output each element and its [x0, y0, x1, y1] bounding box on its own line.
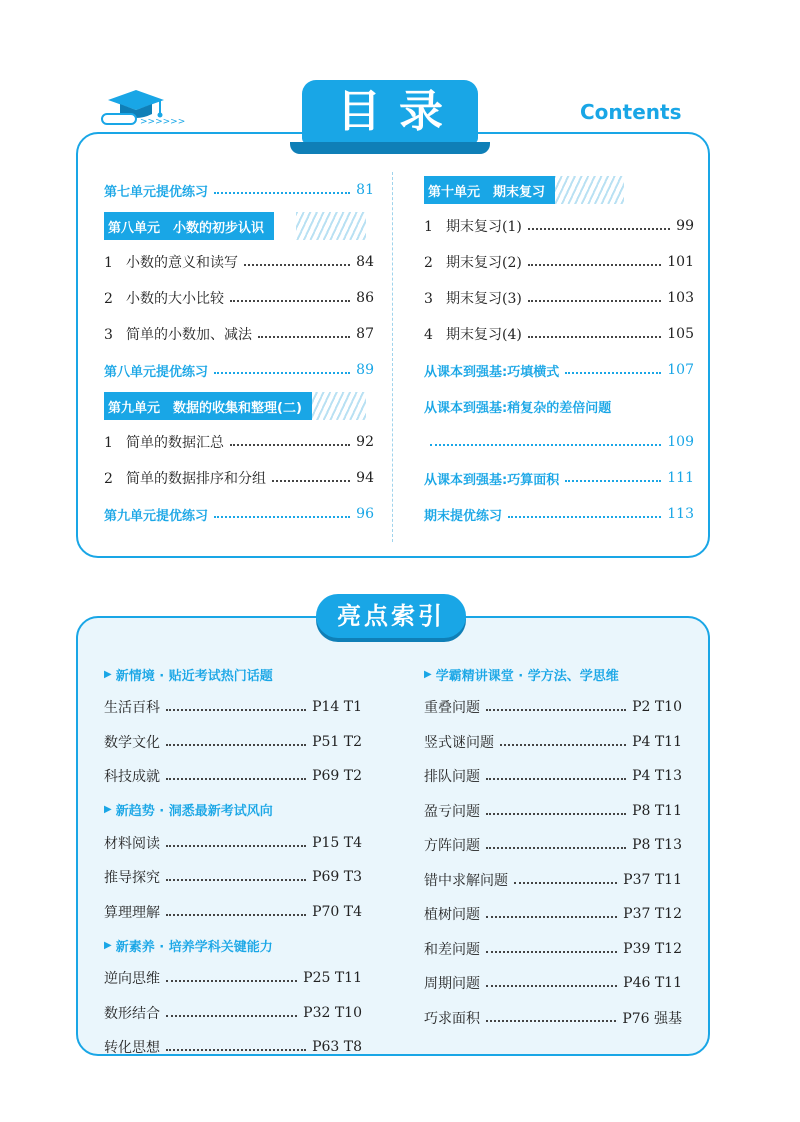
- toc-entry-label: 从课本到强基:稍复杂的差倍问题: [424, 400, 612, 416]
- toc-entry-label: 期末提优练习: [424, 508, 503, 524]
- toc-entry-title: 小数的大小比较: [126, 291, 224, 307]
- toc-entry-page: 113: [667, 506, 694, 522]
- highlight-entry-ref: P2 T10: [632, 699, 682, 716]
- highlight-section-label: 学霸精讲课堂 · 学方法、学思维: [435, 668, 619, 684]
- highlight-entry-label: 错中求解问题: [424, 872, 508, 889]
- highlight-entry-label: 材料阅读: [104, 835, 160, 852]
- highlight-entry[interactable]: [424, 725, 682, 760]
- page-title: 目录: [302, 80, 478, 144]
- highlight-entry-label: 排队问题: [424, 769, 480, 786]
- highlight-entry[interactable]: [104, 826, 362, 861]
- toc-entry-number: 1: [104, 255, 113, 271]
- leader-dots: [528, 264, 661, 266]
- highlight-entry[interactable]: [424, 759, 682, 794]
- leader-dots: [486, 916, 617, 918]
- leader-dots: [486, 847, 626, 849]
- toc-entry-label: [424, 288, 522, 308]
- toc-entry-label: 第九单元提优练习: [104, 508, 209, 524]
- highlight-entry[interactable]: [104, 860, 362, 895]
- toc-entry[interactable]: [424, 460, 694, 496]
- toc-entry-label: [104, 252, 238, 272]
- highlight-section-label: 新趋势 · 洞悉最新考试风向: [115, 804, 273, 819]
- leader-dots: [430, 444, 661, 446]
- leader-dots: [486, 778, 626, 780]
- toc-entry-number: 1: [424, 219, 433, 235]
- leader-dots: [166, 1015, 297, 1017]
- leader-dots: [230, 444, 350, 446]
- toc-entry-label: [104, 432, 224, 452]
- toc-entry-page: 101: [667, 254, 694, 270]
- toc-entry-label: 第八单元提优练习: [104, 364, 209, 380]
- leader-dots: [166, 709, 306, 711]
- toc-entry-label: 第七单元提优练习: [104, 184, 209, 200]
- toc-right-column: [424, 172, 694, 532]
- toc-entry-page: 86: [356, 290, 374, 306]
- highlight-entry-label: 转化思想: [104, 1040, 160, 1057]
- leader-dots: [166, 778, 306, 780]
- leader-dots: [166, 744, 306, 746]
- leader-dots: [528, 228, 670, 230]
- toc-entry-label: [104, 468, 266, 488]
- highlight-entry[interactable]: [424, 932, 682, 967]
- highlight-entry-ref: P46 T11: [623, 975, 682, 992]
- toc-entry-label: 从课本到强基:巧填横式: [424, 364, 560, 380]
- toc-entry-number: 3: [424, 291, 433, 307]
- unit-heading-label: 第八单元 小数的初步认识: [104, 212, 274, 240]
- highlight-entry-label: 逆向思维: [104, 971, 160, 988]
- highlight-entry[interactable]: [104, 1030, 362, 1065]
- highlight-section-label: 新情境 · 贴近考试热门话题: [115, 668, 273, 684]
- highlight-entry-ref: P69 T3: [312, 869, 362, 886]
- toc-entry[interactable]: [424, 496, 694, 532]
- triangle-right-icon: ▶: [104, 939, 112, 951]
- highlight-entry-ref: P76 强基: [622, 1010, 682, 1027]
- highlight-entry-label: 科技成就: [104, 769, 160, 786]
- toc-entry[interactable]: [104, 316, 374, 352]
- toc-divider: [392, 172, 393, 542]
- leader-dots: [565, 480, 661, 482]
- highlight-entry-label: 盈亏问题: [424, 803, 480, 820]
- unit-heading: [104, 212, 366, 240]
- leader-dots: [514, 882, 617, 884]
- toc-entry-title: 期末复习(4): [446, 327, 522, 343]
- toc-entry[interactable]: [424, 244, 694, 280]
- toc-entry-title: 期末复习(1): [446, 219, 522, 235]
- highlights-left-column: [104, 658, 362, 1065]
- toc-entry-page: 96: [356, 506, 374, 522]
- toc-entry-page: 99: [676, 218, 694, 234]
- toc-entry-title: 简单的数据排序和分组: [126, 471, 266, 487]
- highlight-entry-label: 推导探究: [104, 870, 160, 887]
- toc-entry[interactable]: [104, 496, 374, 532]
- toc-entry-number: 4: [424, 327, 433, 343]
- leader-dots: [528, 336, 661, 338]
- toc-entry[interactable]: [424, 388, 694, 424]
- leader-dots: [500, 744, 626, 746]
- highlight-entry-ref: P25 T11: [303, 970, 362, 987]
- toc-entry[interactable]: [104, 244, 374, 280]
- highlight-section-label: 新素养 · 培养学科关键能力: [115, 939, 273, 955]
- toc-entry-page: 111: [667, 470, 694, 486]
- toc-entry[interactable]: [104, 172, 374, 208]
- leader-dots: [486, 985, 617, 987]
- highlight-entry-label: 数形结合: [104, 1005, 160, 1022]
- highlight-entry[interactable]: [104, 690, 362, 725]
- highlight-section-heading: [104, 794, 362, 826]
- highlight-entry[interactable]: [424, 966, 682, 1001]
- toc-entry-page: 109: [667, 434, 694, 450]
- contents-label: Contents: [580, 100, 682, 124]
- leader-dots: [486, 709, 626, 711]
- highlight-entry-ref: P70 T4: [312, 903, 362, 920]
- leader-dots: [166, 1049, 306, 1051]
- toc-entry[interactable]: [424, 316, 694, 352]
- toc-left-column: [104, 172, 374, 532]
- svg-text:>>>>>>: >>>>>>: [140, 117, 186, 127]
- leader-dots: [565, 372, 661, 374]
- unit-heading: [104, 392, 366, 420]
- toc-entry[interactable]: [424, 280, 694, 316]
- unit-heading: [424, 176, 624, 204]
- triangle-right-icon: ▶: [104, 804, 112, 815]
- toc-entry[interactable]: [424, 424, 694, 460]
- highlight-entry-ref: P15 T4: [312, 834, 362, 851]
- toc-entry-page: 89: [356, 362, 374, 378]
- leader-dots: [508, 516, 661, 518]
- highlight-entry-ref: P8 T11: [632, 802, 682, 819]
- highlight-entry-label: 生活百科: [104, 700, 160, 717]
- highlight-entry-label: 方阵问题: [424, 838, 480, 855]
- toc-entry[interactable]: [104, 460, 374, 496]
- highlight-entry-label: 竖式谜问题: [424, 734, 494, 751]
- highlight-entry[interactable]: [424, 828, 682, 863]
- toc-entry-page: 94: [356, 470, 374, 486]
- toc-entry-label: [424, 324, 522, 344]
- toc-entry-number: 3: [104, 327, 113, 343]
- highlight-entry[interactable]: [424, 794, 682, 829]
- toc-entry[interactable]: [104, 280, 374, 316]
- highlight-entry-ref: P8 T13: [632, 837, 682, 854]
- unit-heading-label: 第十单元 期末复习: [424, 176, 555, 204]
- toc-entry-number: 2: [424, 255, 433, 271]
- toc-entry-title: 期末复习(3): [446, 291, 522, 307]
- leader-dots: [528, 300, 661, 302]
- highlight-entry-ref: P4 T13: [632, 768, 682, 785]
- highlight-entry-ref: P14 T1: [312, 699, 362, 716]
- toc-entry-page: 105: [667, 326, 694, 342]
- highlight-section-heading: [104, 929, 362, 961]
- highlight-entry-label: 算理理解: [104, 904, 160, 921]
- leader-dots: [166, 879, 306, 881]
- highlight-entry-ref: P4 T11: [632, 733, 682, 750]
- toc-entry-page: 107: [667, 362, 694, 378]
- toc-entry-page: 103: [667, 290, 694, 306]
- toc-entry-title: 期末复习(2): [446, 255, 522, 271]
- leader-dots: [214, 372, 350, 374]
- highlight-entry-label: 重叠问题: [424, 700, 480, 717]
- toc-entry-title: 简单的数据汇总: [126, 435, 224, 451]
- highlight-entry[interactable]: [424, 863, 682, 898]
- highlight-entry-ref: P63 T8: [312, 1039, 362, 1056]
- highlight-entry-ref: P69 T2: [312, 768, 362, 785]
- highlight-entry-ref: P37 T11: [623, 871, 682, 888]
- highlight-entry-label: 和差问题: [424, 941, 480, 958]
- toc-entry-page: 87: [356, 326, 374, 342]
- toc-entry-number: 2: [104, 471, 113, 487]
- highlight-entry[interactable]: [424, 690, 682, 725]
- triangle-right-icon: ▶: [104, 668, 112, 680]
- toc-entry-label: [104, 288, 224, 308]
- graduation-cap-icon: [98, 84, 186, 132]
- highlight-entry[interactable]: [424, 1001, 682, 1036]
- toc-entry-number: 1: [104, 435, 113, 451]
- highlight-entry-label: 周期问题: [424, 976, 480, 993]
- toc-entry-page: 84: [356, 254, 374, 270]
- highlight-entry[interactable]: [104, 725, 362, 760]
- highlight-entry-label: 植树问题: [424, 907, 480, 924]
- highlight-section-heading: [424, 658, 682, 690]
- toc-entry-page: 81: [356, 182, 374, 198]
- toc-entry-label: [424, 252, 522, 272]
- leader-dots: [486, 1020, 616, 1022]
- toc-entry-page: 92: [356, 434, 374, 450]
- highlight-entry-label: 巧求面积: [424, 1010, 480, 1027]
- toc-entry[interactable]: [424, 208, 694, 244]
- leader-dots: [166, 845, 306, 847]
- unit-heading-label: 第九单元 数据的收集和整理(二): [104, 392, 312, 420]
- highlight-section-heading: [104, 658, 362, 690]
- leader-dots: [166, 980, 297, 982]
- highlight-entry[interactable]: [424, 897, 682, 932]
- leader-dots: [214, 516, 350, 518]
- triangle-right-icon: ▶: [424, 668, 432, 680]
- leader-dots: [486, 813, 626, 815]
- leader-dots: [258, 336, 350, 338]
- toc-entry-label: [424, 216, 522, 236]
- leader-dots: [214, 192, 350, 194]
- highlight-entry-ref: P51 T2: [312, 733, 362, 750]
- toc-entry[interactable]: [104, 424, 374, 460]
- toc-entry-label: [104, 324, 252, 344]
- leader-dots: [486, 951, 617, 953]
- leader-dots: [166, 914, 306, 916]
- leader-dots: [230, 300, 350, 302]
- highlight-entry[interactable]: [104, 759, 362, 794]
- toc-entry-number: 2: [104, 291, 113, 307]
- toc-entry-title: 简单的小数加、减法: [126, 327, 252, 343]
- highlight-entry-label: 数学文化: [104, 734, 160, 751]
- highlight-entry-ref: P32 T10: [303, 1004, 362, 1021]
- highlights-right-column: [424, 658, 682, 1035]
- highlights-title: 亮点索引: [316, 594, 466, 638]
- toc-entry[interactable]: [424, 352, 694, 388]
- leader-dots: [244, 264, 350, 266]
- leader-dots: [272, 480, 350, 482]
- highlight-entry[interactable]: [104, 961, 362, 996]
- highlight-entry-ref: P37 T12: [623, 906, 682, 923]
- toc-entry-label: 从课本到强基:巧算面积: [424, 472, 560, 488]
- toc-entry-title: 小数的意义和读写: [126, 255, 238, 271]
- highlight-entry[interactable]: [104, 996, 362, 1031]
- toc-entry[interactable]: [104, 352, 374, 388]
- highlight-entry[interactable]: [104, 895, 362, 930]
- highlight-entry-ref: P39 T12: [623, 940, 682, 957]
